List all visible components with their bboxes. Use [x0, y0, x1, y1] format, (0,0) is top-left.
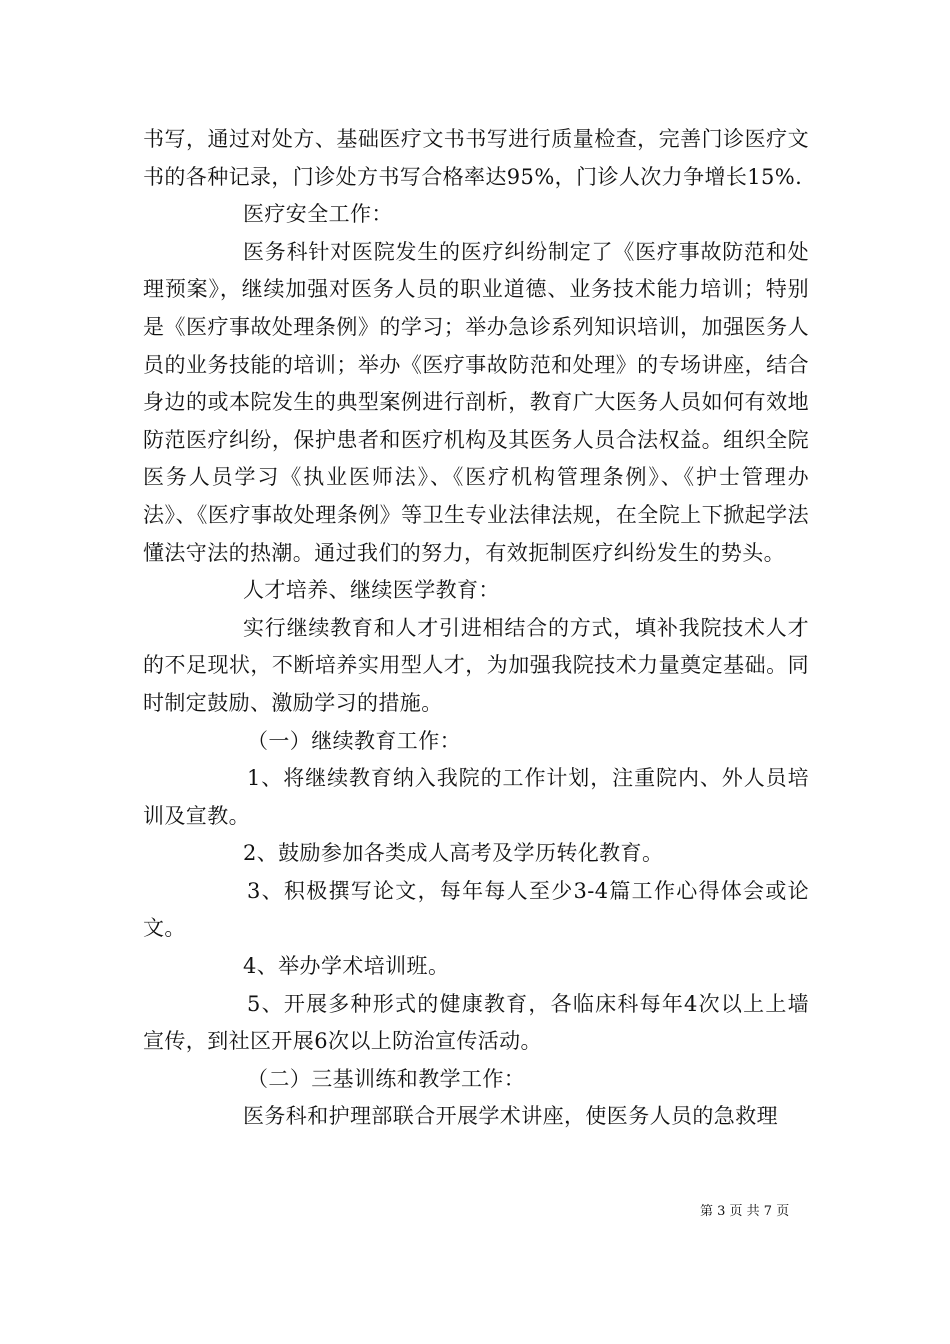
list-item-1: 1、将继续教育纳入我院的工作计划，注重院内、外人员培训及宣教。 — [143, 766, 809, 828]
heading-medical-safety: 医疗安全工作： — [243, 202, 393, 227]
list-item-4: 4、举办学术培训班。 — [243, 954, 450, 979]
list-item-2: 2、鼓励参加各类成人高考及学历转化教育。 — [243, 841, 664, 866]
page-number: 第 3 页 共 7 页 — [700, 1204, 790, 1219]
heading-three-basics-training: （二）三基训练和教学工作： — [247, 1066, 526, 1091]
heading-continuing-education: （一）继续教育工作： — [247, 728, 461, 753]
paragraph-joint-lectures: 医务科和护理部联合开展学术讲座，使医务人员的急救理 — [243, 1104, 778, 1129]
paragraph-medical-safety: 医务科针对医院发生的医疗纠纷制定了《医疗事故防范和处理预案》，继续加强对医务人员的职业道德、业务技术能力培训；特别是《医疗事故处理条例》的学习；举办急诊系列知识培训，加强医务人员的业务技能的培训；举办《医疗事故防范和处理》的专场讲座，结合身边的或本院发生的典型案例进行剖析，教育广大医务人员如何有效地防范医疗纠纷，保护患者和医疗机构及其医务人员合法权益。组织全院医务人员学习《执业医师法》、《医疗机构管理条例》、《护士管理办法》、《医疗事故处理条例》等卫生专业法律法规，在全院上下掀起学法懂法守法的热潮。通过我们的努力，有效扼制医疗纠纷发生的势头。 — [143, 239, 809, 565]
heading-talent-training: 人才培养、继续医学教育： — [243, 578, 500, 603]
document-body — [143, 121, 809, 1136]
list-item-3: 3、积极撰写论文，每年每人至少3-4篇工作心得体会或论文。 — [143, 878, 809, 941]
paragraph-talent-training: 实行继续教育和人才引进相结合的方式，填补我院技术人才的不足现状，不断培养实用型人才，为加强我院技术力量奠定基础。同时制定鼓励、激励学习的措施。 — [143, 615, 809, 715]
paragraph-prescription-quality: 书写，通过对处方、基础医疗文书书写进行质量检查，完善门诊医疗文书的各种记录，门诊处方书写合格率达95%，门诊人次力争增长15%. — [143, 127, 809, 189]
list-item-5: 5、开展多种形式的健康教育，各临床科每年4次以上上墙宣传，到社区开展6次以上防治宣传活动。 — [143, 991, 809, 1054]
